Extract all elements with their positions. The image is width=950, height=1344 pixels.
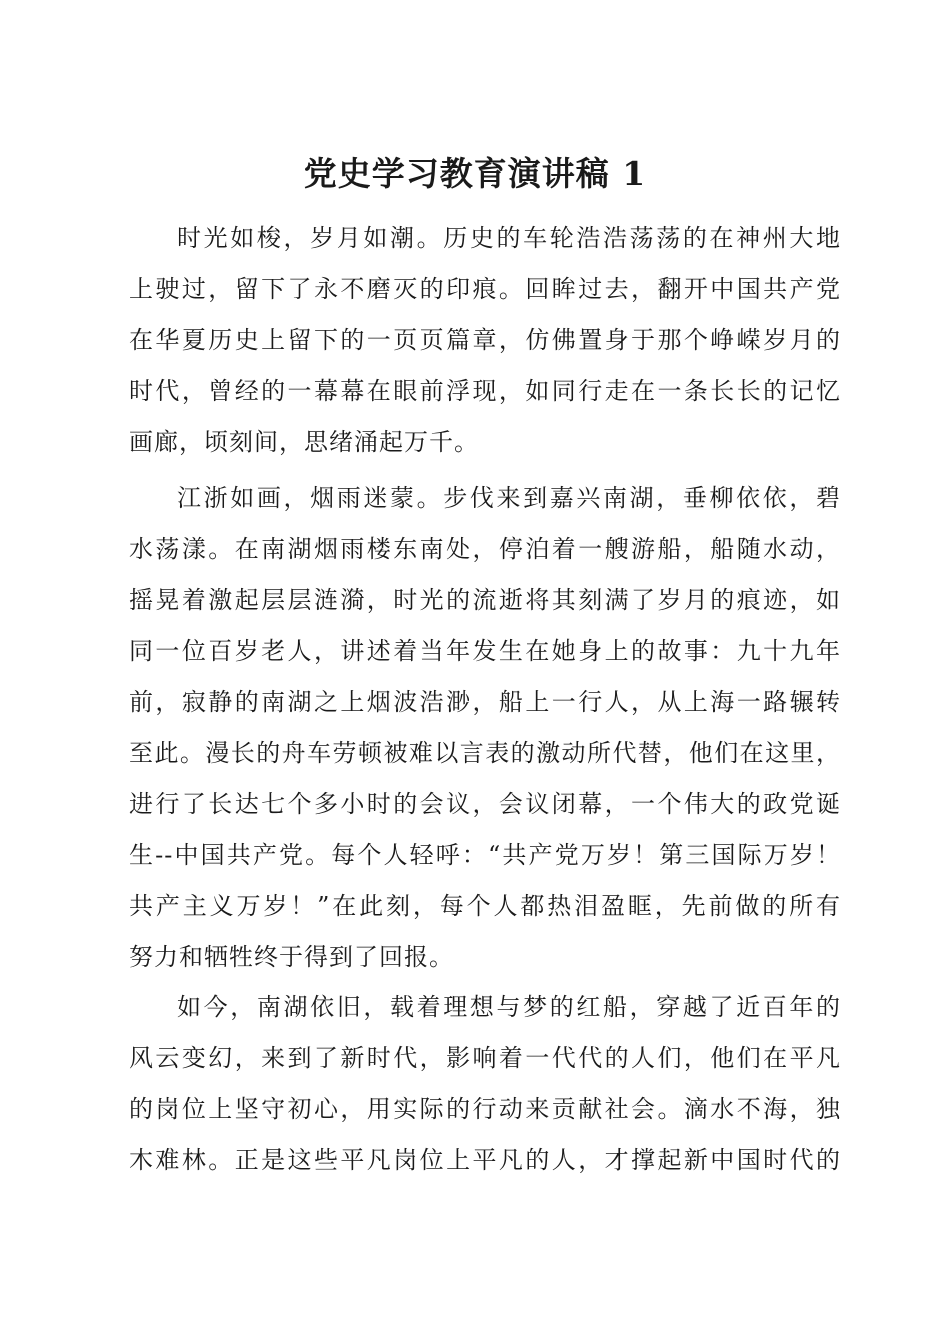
paragraph-line: 风云变幻，来到了新时代，影响着一代代的人们，他们在平凡 <box>129 1044 841 1072</box>
paragraph-line: 同一位百岁老人，讲述着当年发生在她身上的故事：九十九年 <box>129 637 841 665</box>
paragraph-line: 上驶过，留下了永不磨灭的印痕。回眸过去，翻开中国共产党 <box>129 275 841 303</box>
paragraph-line: 时代，曾经的一幕幕在眼前浮现，如同行走在一条长长的记忆 <box>129 377 841 405</box>
paragraph-line: 木难林。正是这些平凡岗位上平凡的人，才撑起新中国时代的 <box>129 1146 841 1174</box>
paragraph-3 <box>129 982 841 1186</box>
paragraph-line: 生--中国共产党。每个人轻呼：“共产党万岁！第三国际万岁！ <box>129 841 841 869</box>
paragraph-line: 前，寂静的南湖之上烟波浩渺，船上一行人，从上海一路辗转 <box>129 688 841 716</box>
paragraph-2 <box>129 473 841 983</box>
paragraph-line: 共产主义万岁！”在此刻，每个人都热泪盈眶，先前做的所有 <box>129 892 841 920</box>
paragraph-line: 至此。漫长的舟车劳顿被难以言表的激动所代替，他们在这里， <box>129 739 841 767</box>
paragraph-1 <box>129 213 841 468</box>
paragraph-line: 水荡漾。在南湖烟雨楼东南处，停泊着一艘游船，船随水动， <box>129 535 841 563</box>
paragraph-line: 的岗位上坚守初心，用实际的行动来贡献社会。滴水不海，独 <box>129 1095 841 1123</box>
paragraph-line: 时光如梭，岁月如潮。历史的车轮浩浩荡荡的在神州大地 <box>177 224 841 252</box>
paragraph-line: 在华夏历史上留下的一页页篇章，仿佛置身于那个峥嵘岁月的 <box>129 326 841 354</box>
paragraph-line: 画廊，顷刻间，思绪涌起万千。 <box>129 428 479 456</box>
document-title: 党史学习教育演讲稿 1 <box>303 154 647 193</box>
paragraph-line: 如今，南湖依旧，载着理想与梦的红船，穿越了近百年的 <box>177 993 841 1021</box>
paragraph-line: 进行了长达七个多小时的会议，会议闭幕，一个伟大的政党诞 <box>129 790 841 818</box>
paragraph-line: 江浙如画，烟雨迷蒙。步伐来到嘉兴南湖，垂柳依依，碧 <box>177 484 841 512</box>
paragraph-line: 摇晃着激起层层涟漪，时光的流逝将其刻满了岁月的痕迹，如 <box>129 586 841 614</box>
paragraph-line: 努力和牺牲终于得到了回报。 <box>129 943 454 971</box>
